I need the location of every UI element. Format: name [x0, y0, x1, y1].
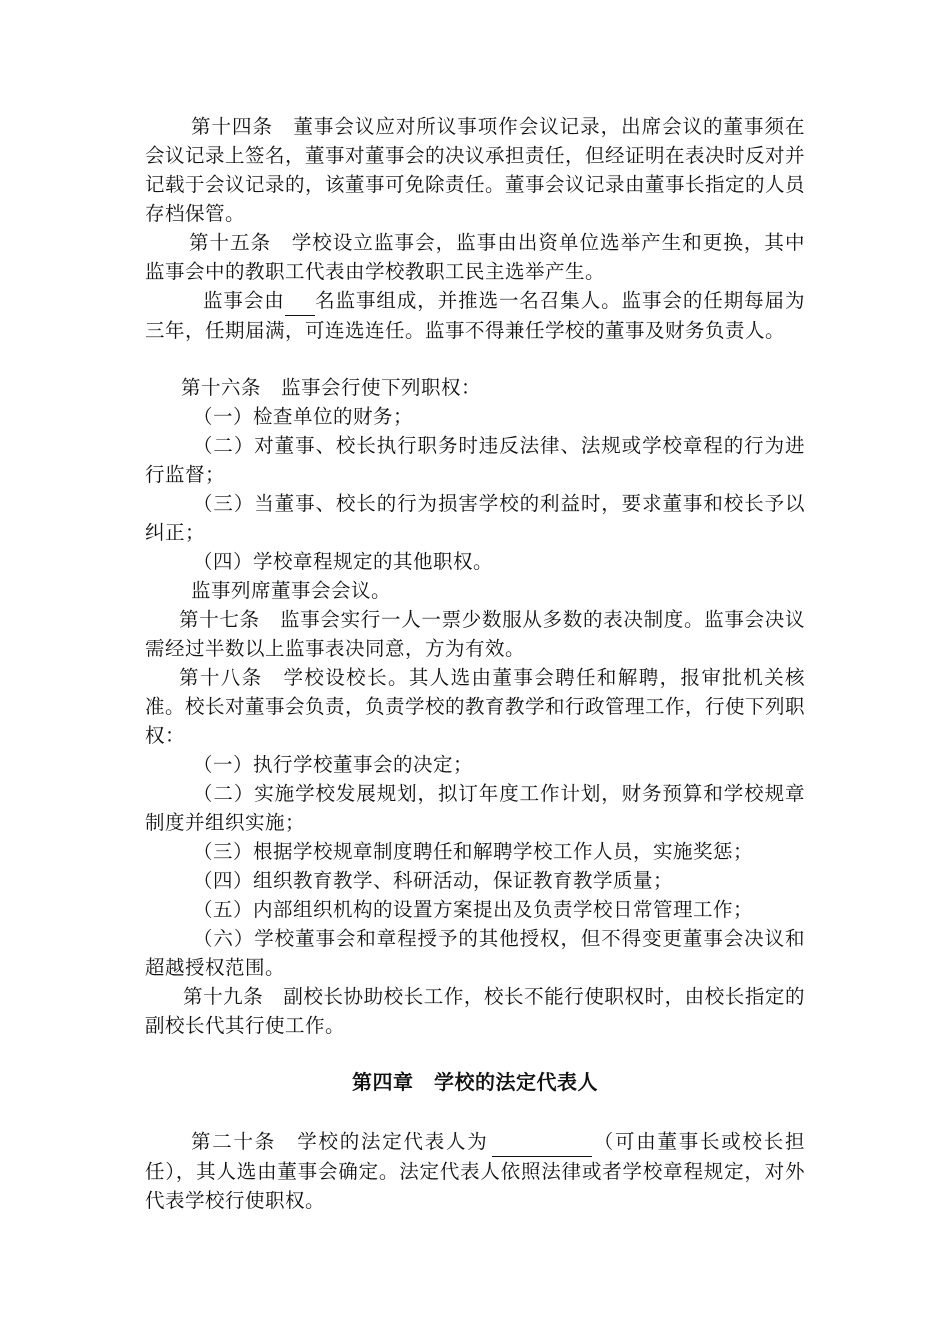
article-20-pre: 第二十条 学校的法定代表人为 — [191, 1130, 489, 1153]
supervisors-attend: 监事列席董事会会议。 — [191, 579, 392, 602]
article-18-item-5: （五）内部组织机构的设置方案提出及负责学校日常管理工作； — [193, 898, 754, 921]
article-16-item-3: （三）当董事、校长的行为损害学校的利益时，要求董事和校长予以纠正； — [145, 492, 805, 544]
chapter-4-title: 第四章 学校的法定代表人 — [352, 1070, 598, 1094]
article-18-item-3: （三）根据学校规章制度聘任和解聘学校工作人员，实施奖惩； — [193, 840, 754, 863]
article-20 — [145, 1127, 805, 1215]
article-18-item-2: （二）实施学校发展规划，拟订年度工作计划，财务预算和学校规章制度并组织实施； — [145, 782, 805, 834]
article-18: 第十八条 学校设校长。其人选由董事会聘任和解聘，报审批机关核准。校长对董事会负责，负责学校的教育教学和行政管理工作，行使下列职权： — [145, 666, 806, 747]
article-18-item-4: （四）组织教育教学、科研活动，保证教育教学质量； — [193, 869, 674, 892]
article-18-item-1: （一）执行学校董事会的决定； — [193, 753, 474, 776]
article-16-item-1: （一）检查单位的财务； — [193, 405, 414, 428]
article-15: 第十五条 学校设立监事会，监事由出资单位选举产生和更换，其中监事会中的教职工代表由学校教职工民主选举产生。 — [145, 231, 805, 283]
article-16-item-2: （二）对董事、校长执行职务时违反法律、法规或学校章程的行为进行监督； — [145, 434, 805, 486]
legal-representative-blank — [492, 1127, 592, 1157]
supervisors-composition-pre: 监事会由 — [203, 289, 285, 312]
article-20-post: （可由董事长或校长担任），其人选由董事会确定。法定代表人依照法律或者学校章程规定，对外代表学校行使职权。 — [145, 1130, 805, 1212]
article-19: 第十九条 副校长协助校长工作，校长不能行使职权时，由校长指定的副校长代其行使工作。 — [145, 985, 805, 1037]
supervisors-composition — [145, 286, 805, 345]
supervisors-composition-post: 名监事组成，并推选一名召集人。监事会的任期每届为三年，任期届满，可连选连任。监事不得兼任学校的董事及财务负责人。 — [145, 289, 805, 342]
article-18-item-6: （六）学校董事会和章程授予的其他授权，但不得变更董事会决议和超越授权范围。 — [145, 927, 805, 979]
article-16: 第十六条 监事会行使下列职权： — [181, 376, 482, 399]
article-14: 第十四条 董事会议应对所议事项作会议记录，出席会议的董事须在会议记录上签名，董事对董事会的决议承担责任，但经证明在表决时反对并记载于会议记录的，该董事可免除责任。董事会议记录由董事长指定的人员存档保管。 — [145, 115, 806, 225]
article-17: 第十七条 监事会实行一人一票少数服从多数的表决制度。监事会决议需经过半数以上监事表决同意，方为有效。 — [145, 608, 805, 660]
article-16-item-4: （四）学校章程规定的其他职权。 — [193, 550, 494, 573]
supervisor-count-blank — [285, 286, 315, 316]
